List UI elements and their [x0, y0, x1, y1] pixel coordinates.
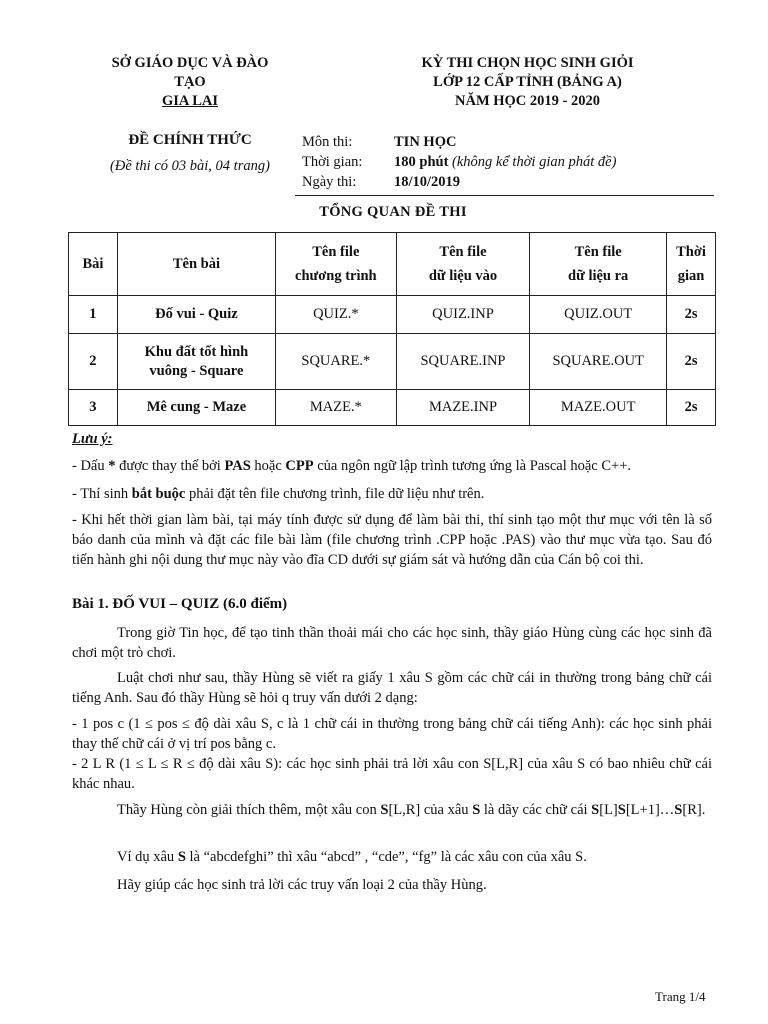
header-divider: [295, 195, 714, 196]
row-program: QUIZ.*: [276, 296, 397, 334]
note-1: - Dấu * được thay thế bởi PAS hoặc CPP của ngôn ngữ lập trình tương ứng là Pascal hoặc C++.: [72, 458, 632, 474]
row-time: 2s: [667, 296, 716, 334]
row-name: Mê cung - Maze: [117, 390, 275, 426]
exam-line-3: NĂM HỌC 2019 - 2020: [455, 93, 600, 109]
note-3: - Khi hết thời gian làm bài, tại máy tính được sử dụng để làm bài thi, thí sinh tạo một thư mục với tên là số báo danh của mình và đặt các file bài làm (file chương trình .CPP hoặc .PAS) vào thư mục vừa tạo. Sau đó tiến hành ghi nội dung thư mục này vào đĩa CD dưới sự giám sát và hướng dẫn của Cán bộ coi thi.: [72, 512, 712, 568]
problem-paragraph-2: Luật chơi như sau, thầy Hùng sẽ viết ra giấy 1 xâu S gồm các chữ cái in thường trong bảng chữ cái tiếng Anh. Sau đó thầy Hùng sẽ hỏi q truy vấn dưới 2 dạng:: [72, 670, 712, 706]
department-line-2: TẠO: [174, 74, 206, 90]
row-no: 1: [69, 296, 118, 334]
row-program: MAZE.*: [276, 390, 397, 426]
row-name: Đố vui - Quiz: [117, 296, 275, 334]
exam-header: [355, 54, 700, 111]
department-line-3: GIA LAI: [161, 93, 218, 109]
row-output: SQUARE.OUT: [530, 334, 667, 390]
table-row: [69, 390, 716, 426]
page-number: Trang 1/4: [655, 989, 706, 1004]
table-row: [69, 334, 716, 390]
subject-value: TIN HỌC: [394, 134, 457, 150]
header-cell-output: Tên file dữ liệu ra: [530, 233, 667, 296]
row-input: SQUARE.INP: [396, 334, 530, 390]
row-program: SQUARE.*: [276, 334, 397, 390]
problem-paragraph-4: Ví dụ xâu S là “abcdefghi” thì xâu “abcd” , “cde”, “fg” là các xâu con của xâu S.: [117, 849, 587, 865]
time-label: Thời gian:: [302, 154, 363, 170]
row-output: MAZE.OUT: [530, 390, 667, 426]
department-header: [70, 54, 310, 111]
pages-note: (Đề thi có 03 bài, 04 trang): [110, 158, 270, 174]
table-row: [69, 296, 716, 334]
exam-line-2: LỚP 12 CẤP TỈNH (BẢNG A): [433, 74, 622, 90]
subject-label: Môn thi:: [302, 134, 353, 150]
header-cell-name: Tên bài: [117, 233, 275, 296]
problem-paragraph-1: Trong giờ Tin học, để tạo tinh thần thoải mái cho các học sinh, thầy giáo Hùng cùng các học sinh đã chơi một trò chơi.: [72, 625, 712, 661]
row-input: MAZE.INP: [396, 390, 530, 426]
time-row: [302, 152, 616, 172]
header-cell-program: Tên file chương trình: [276, 233, 397, 296]
problem-paragraph-3: Thầy Hùng còn giải thích thêm, một xâu con S[L,R] của xâu S là dãy các chữ cái S[L]S[L+1]…S[R].: [117, 802, 706, 818]
header-cell-no: Bài: [69, 233, 118, 296]
row-input: QUIZ.INP: [396, 296, 530, 334]
overview-table: [68, 232, 716, 426]
row-name: Khu đất tốt hình vuông - Square: [117, 334, 275, 390]
time-note: (không kể thời gian phát đề): [452, 154, 617, 170]
department-line-1: SỞ GIÁO DỤC VÀ ĐÀO: [111, 55, 269, 71]
date-row: [302, 172, 460, 192]
problem-paragraph-5: Hãy giúp các học sinh trả lời các truy vấn loại 2 của thầy Hùng.: [117, 877, 487, 893]
date-label: Ngày thi:: [302, 174, 357, 190]
header-cell-input: Tên file dữ liệu vào: [396, 233, 530, 296]
row-output: QUIZ.OUT: [530, 296, 667, 334]
row-time: 2s: [667, 334, 716, 390]
row-time: 2s: [667, 390, 716, 426]
query-type-1: - 1 pos c (1 ≤ pos ≤ độ dài xâu S, c là 1 chữ cái in thường trong bảng chữ cái tiếng Anh): các học sinh phải thay thế chữ cái ở vị trí pos bằng c.: [72, 716, 712, 752]
official-label: ĐỀ CHÍNH THỨC: [128, 132, 252, 148]
overview-title: TỔNG QUAN ĐỀ THI: [319, 204, 467, 220]
time-value: 180 phút: [394, 154, 449, 170]
row-no: 2: [69, 334, 118, 390]
date-value: 18/10/2019: [394, 174, 461, 190]
notes-title: Lưu ý:: [72, 431, 113, 447]
problem-1-title: Bài 1. ĐỐ VUI – QUIZ (6.0 điểm): [72, 596, 288, 612]
table-header-row: [69, 233, 716, 296]
header-cell-time: Thời gian: [667, 233, 716, 296]
query-type-2: - 2 L R (1 ≤ L ≤ R ≤ độ dài xâu S): các học sinh phải trả lời xâu con S[L,R] của xâu S có bao nhiêu chữ cái khác nhau.: [72, 756, 712, 792]
subject-row: [302, 132, 456, 152]
note-2: - Thí sinh bắt buộc phải đặt tên file chương trình, file dữ liệu như trên.: [72, 486, 485, 502]
exam-line-1: KỲ THI CHỌN HỌC SINH GIỎI: [421, 55, 634, 71]
row-no: 3: [69, 390, 118, 426]
